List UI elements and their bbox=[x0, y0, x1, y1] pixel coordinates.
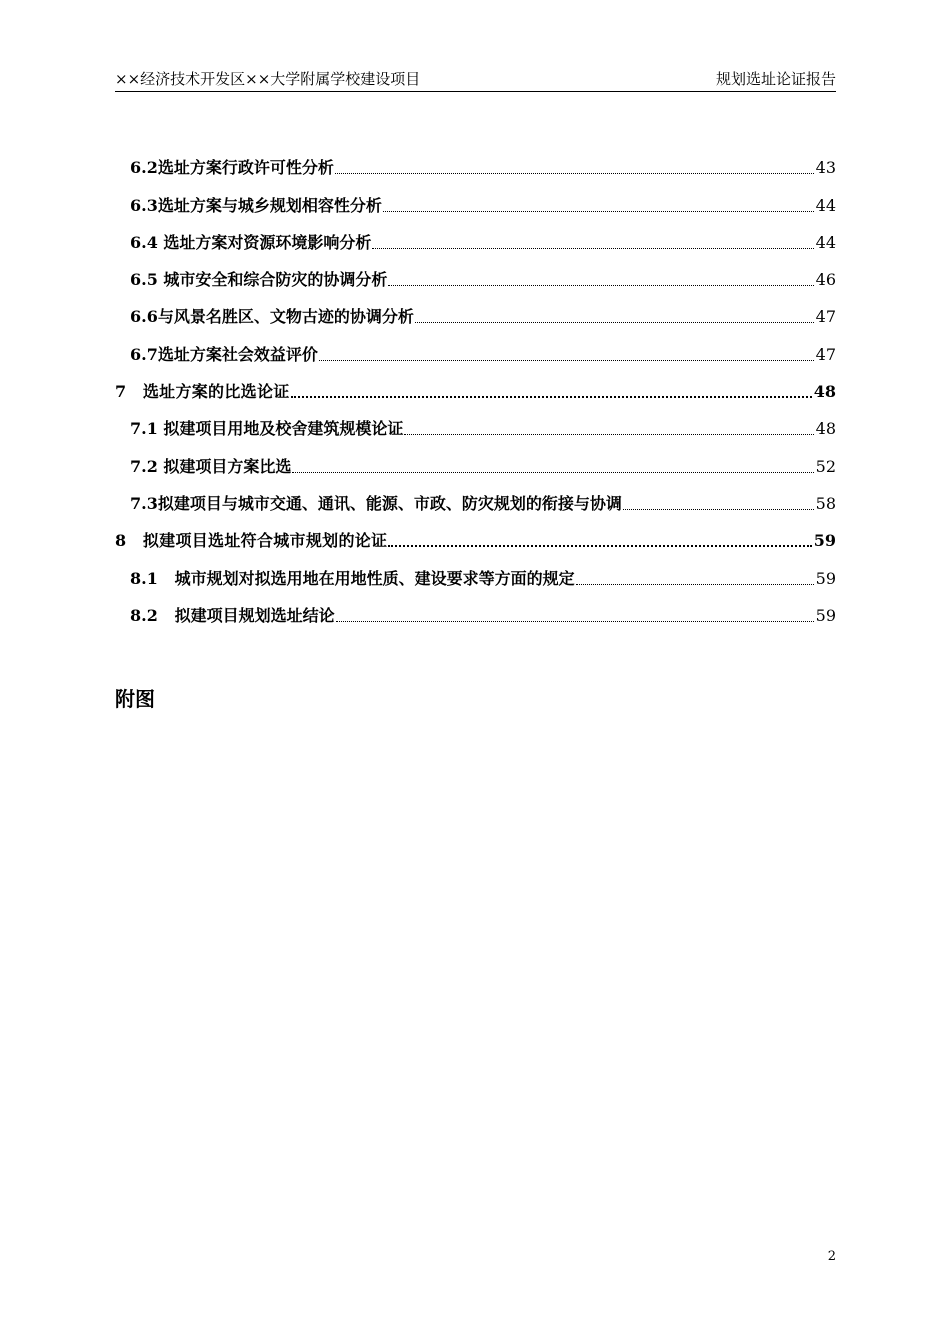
toc-entry[interactable] bbox=[115, 291, 836, 328]
toc-entry-number: 8 bbox=[115, 531, 127, 551]
toc-entry-page: 52 bbox=[815, 456, 836, 476]
toc-entry[interactable] bbox=[115, 142, 836, 179]
page-number: 2 bbox=[827, 1249, 836, 1264]
toc-entry-title: 选址方案对资源环境影响分析 bbox=[163, 232, 372, 252]
toc-entry-number: 6.7 bbox=[130, 344, 158, 364]
toc-entry-page: 59 bbox=[815, 568, 836, 588]
toc-entry-page: 48 bbox=[815, 419, 836, 439]
toc-entry-title: 城市规划对拟选用地在用地性质、建设要求等方面的规定 bbox=[174, 568, 575, 588]
toc-entry-title: 与风景名胜区、文物古迹的协调分析 bbox=[157, 307, 414, 327]
toc-entry-page: 44 bbox=[815, 232, 836, 252]
toc-dot-leader bbox=[623, 508, 814, 510]
toc-entry-page: 43 bbox=[815, 158, 836, 178]
toc-entry-title: 拟建项目用地及校舍建筑规模论证 bbox=[163, 419, 404, 439]
toc-entry-gap bbox=[158, 568, 175, 590]
toc-entry-gap bbox=[158, 605, 175, 627]
toc-entry[interactable] bbox=[115, 254, 836, 291]
toc-dot-leader bbox=[336, 620, 814, 622]
toc-entry[interactable] bbox=[115, 478, 836, 515]
toc-entry-number: 6.3 bbox=[130, 195, 158, 215]
toc-entry-number: 6.6 bbox=[130, 307, 158, 327]
toc-dot-leader bbox=[292, 471, 813, 473]
toc-entry-title: 选址方案的比选论证 bbox=[142, 382, 290, 402]
toc-entry-number: 7 bbox=[115, 382, 127, 402]
toc-dot-leader bbox=[372, 247, 813, 249]
toc-entry-page: 44 bbox=[815, 195, 836, 215]
toc-entry-number: 8.2 bbox=[130, 605, 158, 625]
toc-dot-leader bbox=[335, 172, 814, 174]
toc-entry-page: 59 bbox=[813, 531, 836, 551]
header-report-title: 规划选址论证报告 bbox=[715, 70, 836, 88]
appendix-heading: 附图 bbox=[115, 687, 155, 711]
toc-dot-leader bbox=[319, 359, 814, 361]
toc-entry-number: 6.5 bbox=[130, 270, 158, 290]
toc-entry-gap bbox=[126, 530, 143, 552]
toc-dot-leader bbox=[415, 321, 814, 323]
toc-dot-leader bbox=[388, 544, 811, 547]
toc-entry-page: 47 bbox=[815, 307, 836, 327]
page-header bbox=[115, 66, 836, 92]
toc-entry[interactable] bbox=[115, 217, 836, 254]
header-project-title: ××经济技术开发区××大学附属学校建设项目 bbox=[115, 70, 421, 88]
toc-entry[interactable] bbox=[115, 440, 836, 477]
toc-entry-number: 7.2 bbox=[130, 456, 158, 476]
toc-entry-number: 8.1 bbox=[130, 568, 158, 588]
toc-entry-page: 46 bbox=[815, 270, 836, 290]
toc-dot-leader bbox=[388, 284, 813, 286]
toc-entry-title: 拟建项目选址符合城市规划的论证 bbox=[142, 531, 388, 551]
toc-entry-number: 7.3 bbox=[130, 493, 158, 513]
toc-dot-leader bbox=[291, 395, 812, 398]
toc-entry-title: 拟建项目规划选址结论 bbox=[174, 605, 335, 625]
toc-entry-page: 47 bbox=[815, 344, 836, 364]
toc-entry-title: 选址方案与城乡规划相容性分析 bbox=[157, 195, 382, 215]
toc-entry[interactable] bbox=[115, 328, 836, 365]
toc-entry-title: 城市安全和综合防灾的协调分析 bbox=[163, 270, 388, 290]
toc-entry-page: 58 bbox=[815, 493, 836, 513]
toc-entry-page: 48 bbox=[813, 382, 836, 402]
toc-entry-number: 7.1 bbox=[130, 419, 158, 439]
toc-dot-leader bbox=[404, 433, 813, 435]
toc-entry[interactable] bbox=[115, 590, 836, 627]
toc-entry-title: 选址方案行政许可性分析 bbox=[157, 158, 334, 178]
toc-entry-number: 6.2 bbox=[130, 158, 158, 178]
toc-chapter-entry[interactable] bbox=[115, 366, 836, 403]
toc-chapter-entry[interactable] bbox=[115, 515, 836, 552]
toc-entry-gap bbox=[126, 381, 143, 403]
toc-entry[interactable] bbox=[115, 552, 836, 589]
toc-entry[interactable] bbox=[115, 179, 836, 216]
toc-dot-leader bbox=[383, 210, 814, 212]
toc-entry-title: 拟建项目方案比选 bbox=[163, 456, 292, 476]
toc-entry-title: 拟建项目与城市交通、通讯、能源、市政、防灾规划的衔接与协调 bbox=[157, 493, 622, 513]
toc-dot-leader bbox=[576, 583, 814, 585]
toc-entry-page: 59 bbox=[815, 605, 836, 625]
toc-entry[interactable] bbox=[115, 403, 836, 440]
toc-entry-title: 选址方案社会效益评价 bbox=[157, 344, 318, 364]
table-of-contents bbox=[115, 142, 836, 627]
toc-entry-number: 6.4 bbox=[130, 232, 158, 252]
